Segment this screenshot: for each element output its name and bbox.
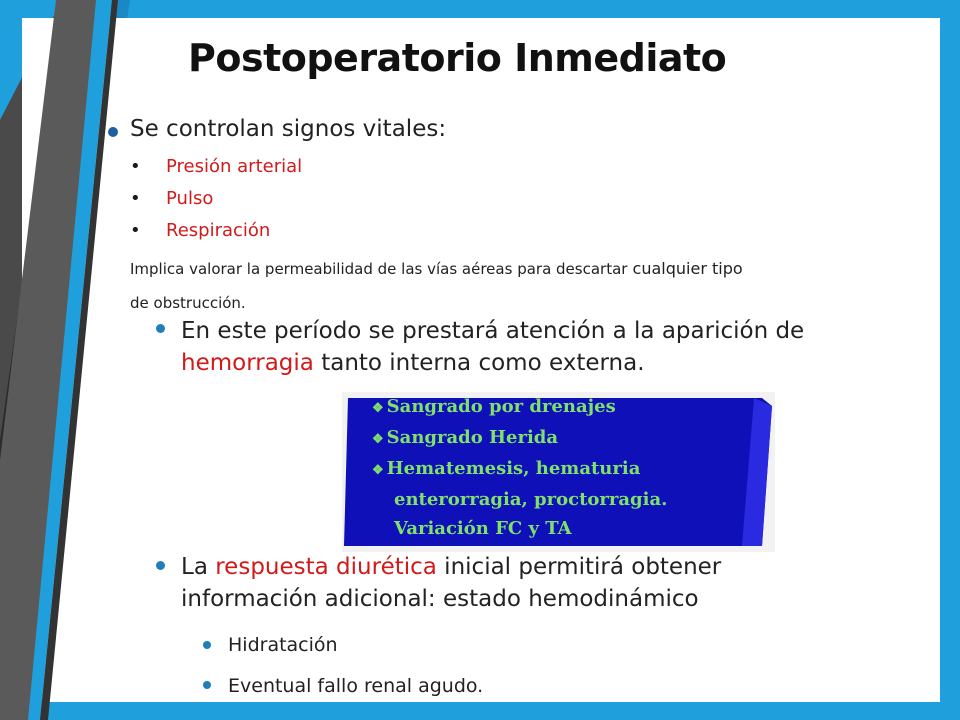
vital-label: Respiración: [166, 220, 271, 241]
bullet-glyph: •: [130, 188, 141, 209]
box-item: [372, 454, 772, 485]
hemorrhage-highlight: hemorragia: [181, 350, 314, 376]
bleeding-signs-list: [372, 392, 772, 543]
box-item-label: Hematemesis, hematuria: [386, 458, 641, 479]
hemorrhage-text: En este período se prestará atención a la aparición de: [181, 318, 805, 344]
bullet-dot: [156, 561, 165, 570]
vital-label: Pulso: [166, 188, 214, 209]
vital-item-respiration: [130, 220, 270, 241]
hemorrhage-paragraph: [181, 315, 901, 379]
diamond-icon: ❖: [372, 432, 384, 447]
diuretic-text: La: [181, 554, 216, 580]
box-item: [372, 392, 772, 423]
bullet-glyph: •: [130, 156, 141, 177]
diuretic-highlight: respuesta diurética: [215, 554, 437, 580]
bullet-dot: [203, 641, 211, 649]
box-line: Variación FC y TA: [394, 518, 572, 539]
vital-label: Presión arterial: [166, 156, 303, 177]
airway-note-tail: cualquier tipo: [627, 259, 743, 278]
vital-item-pulse: [130, 188, 213, 209]
bullet-dot: [156, 324, 165, 333]
heading-bullet: [108, 127, 118, 137]
vitals-heading: Se controlan signos vitales:: [130, 116, 447, 142]
box-item-label: Sangrado Herida: [386, 427, 559, 448]
bullet-dot: [203, 681, 211, 689]
diuretic-text-end: inicial permitirá obtener información adicional: estado hemodinámico: [181, 554, 722, 612]
airway-note: [130, 252, 920, 320]
sub-item-hydration: Hidratación: [228, 634, 338, 656]
box-line: enterorragia, proctorragia.: [394, 489, 668, 510]
box-item-label: Sangrado por drenajes: [386, 396, 616, 417]
hemorrhage-text-end: tanto interna como externa.: [313, 350, 645, 376]
airway-note-end: de obstrucción.: [130, 294, 246, 312]
diamond-icon: ❖: [372, 463, 384, 478]
diuretic-paragraph: [181, 551, 861, 615]
vital-item-pressure: [130, 156, 302, 177]
airway-note-main: Implica valorar la permeabilidad de las vías aéreas para descartar: [130, 260, 628, 278]
diamond-icon: ❖: [372, 401, 384, 416]
page-title: Postoperatorio Inmediato: [188, 36, 727, 80]
bullet-glyph: •: [130, 220, 141, 241]
sub-item-renal: Eventual fallo renal agudo.: [228, 675, 484, 697]
box-item: [372, 423, 772, 454]
